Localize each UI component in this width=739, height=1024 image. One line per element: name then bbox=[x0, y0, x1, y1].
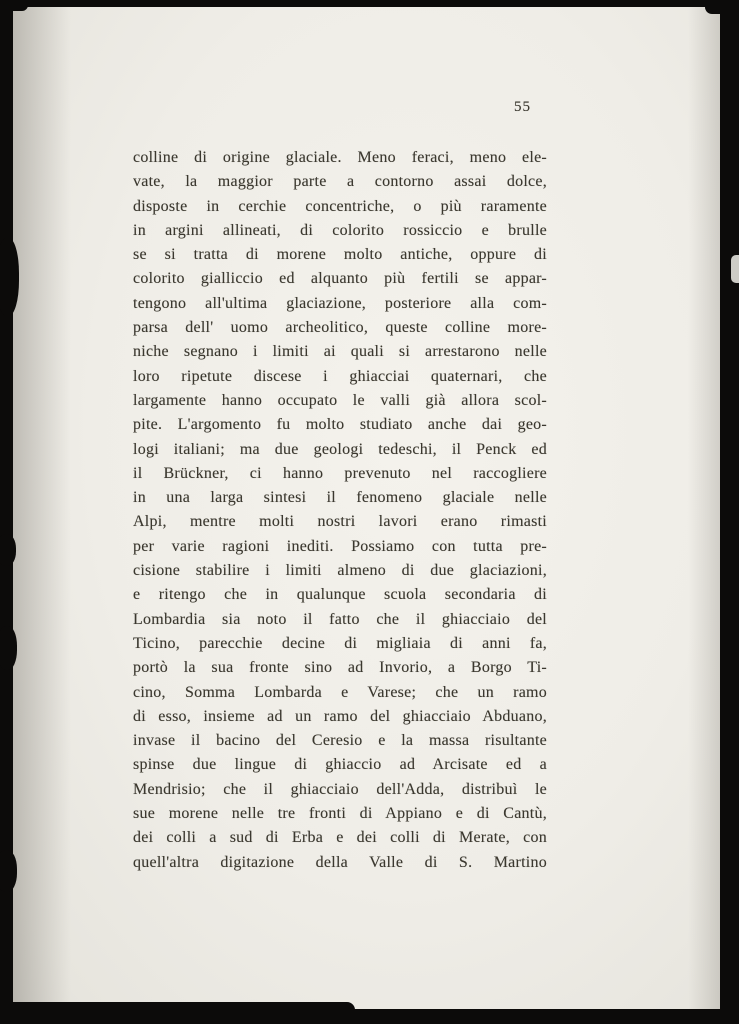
text-line: quell'altra digitazione della Valle di S. Martino bbox=[133, 853, 547, 871]
text-line: cisione stabilire i limiti almeno di due glaciazioni, bbox=[133, 562, 547, 580]
text-line: colline di origine glaciale. Meno feraci, meno ele- bbox=[133, 149, 547, 166]
text-line: e ritengo che in qualunque scuola secondaria di bbox=[133, 586, 547, 604]
text-line: disposte in cerchie concentriche, o più raramente bbox=[133, 197, 547, 215]
text-line: niche segnano i limiti ai quali si arrestarono nelle bbox=[133, 343, 547, 361]
scan-smudge bbox=[0, 534, 16, 566]
scan-smudge bbox=[0, 850, 17, 892]
text-line: in argini allineati, di colorito rossiccio e brulle bbox=[133, 221, 547, 239]
text-line: colorito gialliccio ed alquanto più fertili se appar- bbox=[133, 270, 547, 288]
text-line: Mendrisio; che il ghiacciaio dell'Adda, distribuì le bbox=[133, 780, 547, 798]
text-line: parsa dell' uomo archeolitico, queste colline more- bbox=[133, 319, 547, 337]
text-line: il Brückner, ci hanno prevenuto nel raccogliere bbox=[133, 464, 547, 482]
text-line: cino, Somma Lombarda e Varese; che un ramo bbox=[133, 683, 547, 701]
text-line: largamente hanno occupato le valli già allora scol- bbox=[133, 391, 547, 409]
scan-smudge bbox=[0, 238, 19, 316]
text-line: invase il bacino del Ceresio e la massa risultante bbox=[133, 732, 547, 750]
gutter-shadow-left bbox=[13, 0, 71, 1024]
text-line: dei colli a sud di Erba e dei colli di Merate, con bbox=[133, 829, 547, 847]
scan-notch bbox=[731, 255, 739, 283]
text-line: tengono all'ultima glaciazione, posteriore alla com- bbox=[133, 294, 547, 312]
body-text bbox=[133, 146, 547, 875]
text-line: pite. L'argomento fu molto studiato anche dai geo- bbox=[133, 416, 547, 434]
text-line: logi italiani; ma due geologi tedeschi, il Penck ed bbox=[133, 440, 547, 458]
scan-edge-top bbox=[0, 0, 739, 7]
text-line: loro ripetute discese i ghiacciai quaternari, che bbox=[133, 367, 547, 385]
scan-smudge bbox=[0, 626, 17, 670]
text-line: per varie ragioni inediti. Possiamo con tutta pre- bbox=[133, 537, 547, 555]
text-line: in una larga sintesi il fenomeno glaciale nelle bbox=[133, 489, 547, 507]
text-line: Ticino, parecchie decine di migliaia di anni fa, bbox=[133, 634, 547, 652]
page-number: 55 bbox=[514, 99, 531, 115]
text-line: portò la sua fronte sino ad Invorio, a Borgo Ti- bbox=[133, 659, 547, 677]
scan-edge-bottom bbox=[0, 1009, 739, 1024]
text-line: spinse due lingue di ghiaccio ad Arcisate ed a bbox=[133, 756, 547, 774]
text-line: sue morene nelle tre fronti di Appiano e di Cantù, bbox=[133, 805, 547, 823]
gutter-shadow-right bbox=[688, 0, 720, 1024]
scan-edge-right bbox=[720, 0, 739, 1024]
text-line: Lombardia sia noto il fatto che il ghiacciaio del bbox=[133, 610, 547, 628]
text-line: di esso, insieme ad un ramo del ghiacciaio Abduano, bbox=[133, 707, 547, 725]
text-line: Alpi, mentre molti nostri lavori erano rimasti bbox=[133, 513, 547, 531]
text-line: vate, la maggior parte a contorno assai dolce, bbox=[133, 173, 547, 191]
text-line: se si tratta di morene molto antiche, oppure di bbox=[133, 246, 547, 264]
